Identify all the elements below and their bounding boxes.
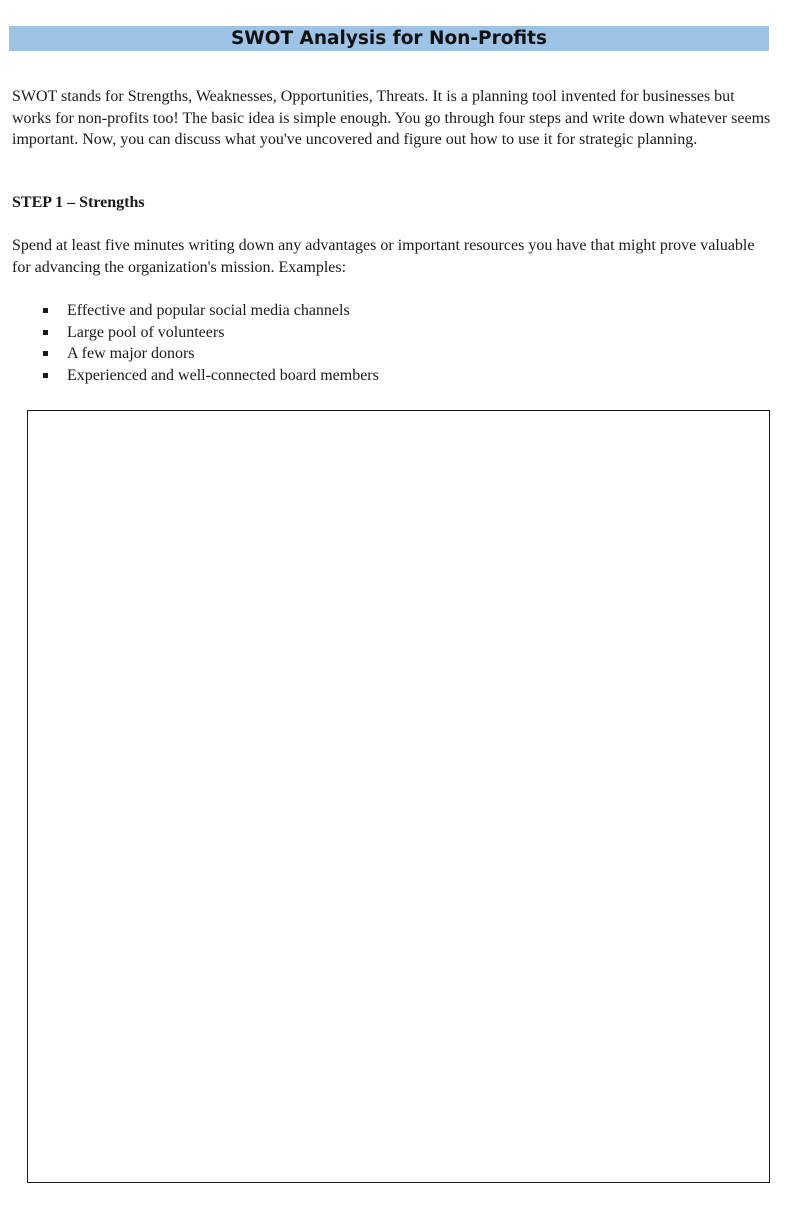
list-item: Large pool of volunteers: [40, 322, 379, 344]
list-item: Experienced and well-connected board members: [40, 365, 379, 387]
list-item: A few major donors: [40, 343, 379, 365]
page-title: SWOT Analysis for Non-Profits: [9, 26, 769, 51]
strengths-writing-box[interactable]: [27, 410, 770, 1183]
step-heading: STEP 1 – Strengths: [12, 194, 145, 211]
list-item: Effective and popular social media channels: [40, 300, 379, 322]
intro-paragraph: SWOT stands for Strengths, Weaknesses, Opportunities, Threats. It is a planning tool invented for businesses but works for non-profits too! The basic idea is simple enough. You go through four steps and write down whatever seems important. Now, you can discuss what you've uncovered and figure out how to use it for strategic planning.: [12, 88, 771, 148]
step-description: Spend at least five minutes writing down any advantages or important resources you have that might prove valuable for advancing the organization's mission. Examples:: [12, 237, 755, 276]
examples-list: [40, 300, 379, 386]
